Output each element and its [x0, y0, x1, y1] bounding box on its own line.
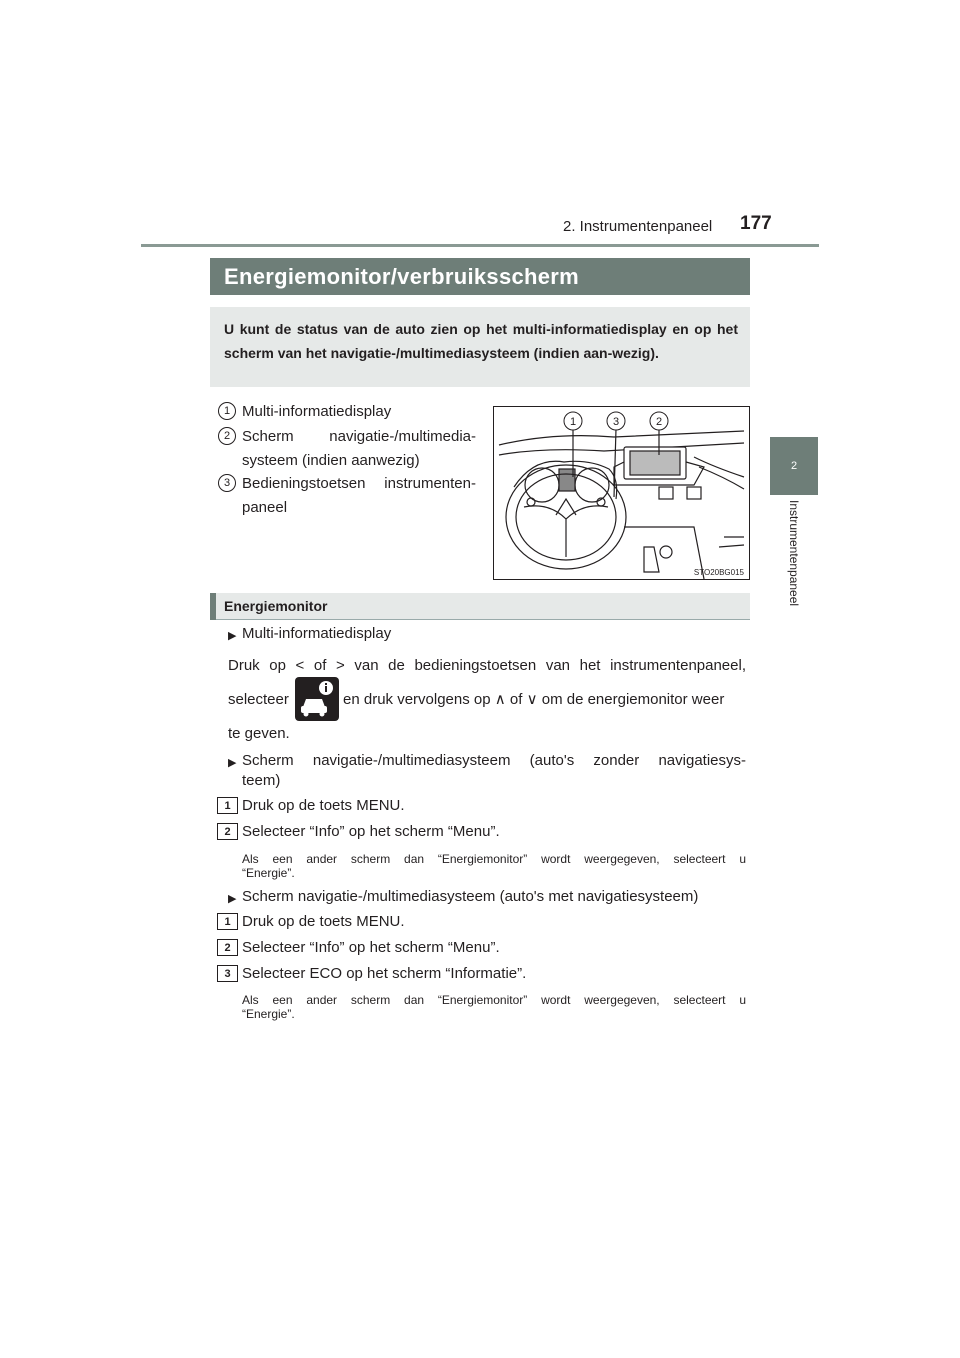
section3-step1: Druk op de toets MENU.: [242, 913, 405, 930]
section-header: 2. Instrumentenpaneel: [563, 218, 713, 235]
page-title: Energiemonitor/verbruiksscherm: [210, 258, 750, 295]
callout-text-1: Multi-informatiedisplay: [242, 403, 392, 420]
section3-heading: Scherm navigatie-/multimediasysteem (auto's met navigatiesysteem): [242, 888, 699, 905]
callout-text-2b: systeem (indien aanwezig): [242, 452, 420, 469]
callout-text-2a: Scherm navigatie-/multimedia-: [242, 428, 476, 445]
dashboard-illustration: [493, 406, 750, 580]
page-number: 177: [740, 213, 772, 234]
step-number-1: 1: [217, 797, 238, 814]
illus-code: STO20BG015: [693, 568, 744, 577]
step-number-2: 2: [217, 823, 238, 840]
section2-note-line2: “Energie”.: [242, 866, 295, 880]
header-rule: [141, 244, 819, 247]
callout-number-1: 1: [218, 402, 236, 420]
section2-step2: Selecteer “Info” op het scherm “Menu”.: [242, 823, 500, 840]
chapter-tab: 2: [770, 437, 818, 495]
section2-step1: Druk op de toets MENU.: [242, 797, 405, 814]
step-number-2: 2: [217, 939, 238, 956]
chapter-label: Instrumentenpaneel: [787, 500, 801, 607]
step-number-3: 3: [217, 965, 238, 982]
intro-box: U kunt de status van de auto zien op het multi-informatiedisplay en op het scherm van het navigatie-/multimediasysteem (indien aan-wezig).: [210, 307, 750, 387]
callout-text-3b: paneel: [242, 499, 288, 516]
section1-heading: Multi-informatiedisplay: [242, 625, 392, 642]
section2-heading-line1: Scherm navigatie-/multimediasysteem (auto's zonder navigatiesys-: [242, 752, 746, 769]
triangle-bullet-icon: ▶: [228, 893, 237, 905]
triangle-bullet-icon: ▶: [228, 757, 237, 769]
dashboard-drawing: [494, 407, 749, 579]
callout-number-2: 2: [218, 427, 236, 445]
section3-step2: Selecteer “Info” op het scherm “Menu”.: [242, 939, 500, 956]
section1-line1: Druk op < of > van de bedieningstoetsen van het instrumentenpaneel,: [228, 657, 746, 674]
step-number-1: 1: [217, 913, 238, 930]
triangle-bullet-icon: ▶: [228, 630, 237, 642]
illus-marker-3: 3: [612, 416, 620, 428]
illus-marker-1: 1: [569, 416, 577, 428]
section2-note-line1: Als een ander scherm dan “Energiemonitor” wordt weergegeven, selecteert u: [242, 852, 746, 866]
illus-marker-2: 2: [655, 416, 663, 428]
callout-number-3: 3: [218, 474, 236, 492]
subsection-marker: [210, 593, 216, 620]
section3-note-line2: “Energie”.: [242, 1007, 295, 1021]
section1-line3: te geven.: [228, 725, 290, 742]
subsection-title: Energiemonitor: [210, 593, 750, 620]
callout-text-3a: Bedieningstoetsen instrumenten-: [242, 475, 476, 492]
section1-line2b: en druk vervolgens op ∧ of ∨ om de energiemonitor weer: [343, 691, 725, 708]
section1-line2a: selecteer: [228, 691, 289, 708]
section3-step3: Selecteer ECO op het scherm “Informatie”.: [242, 965, 527, 982]
section2-heading-line2: teem): [242, 772, 281, 789]
car-info-icon: [295, 677, 339, 721]
section3-note-line1: Als een ander scherm dan “Energiemonitor” wordt weergegeven, selecteert u: [242, 993, 746, 1007]
